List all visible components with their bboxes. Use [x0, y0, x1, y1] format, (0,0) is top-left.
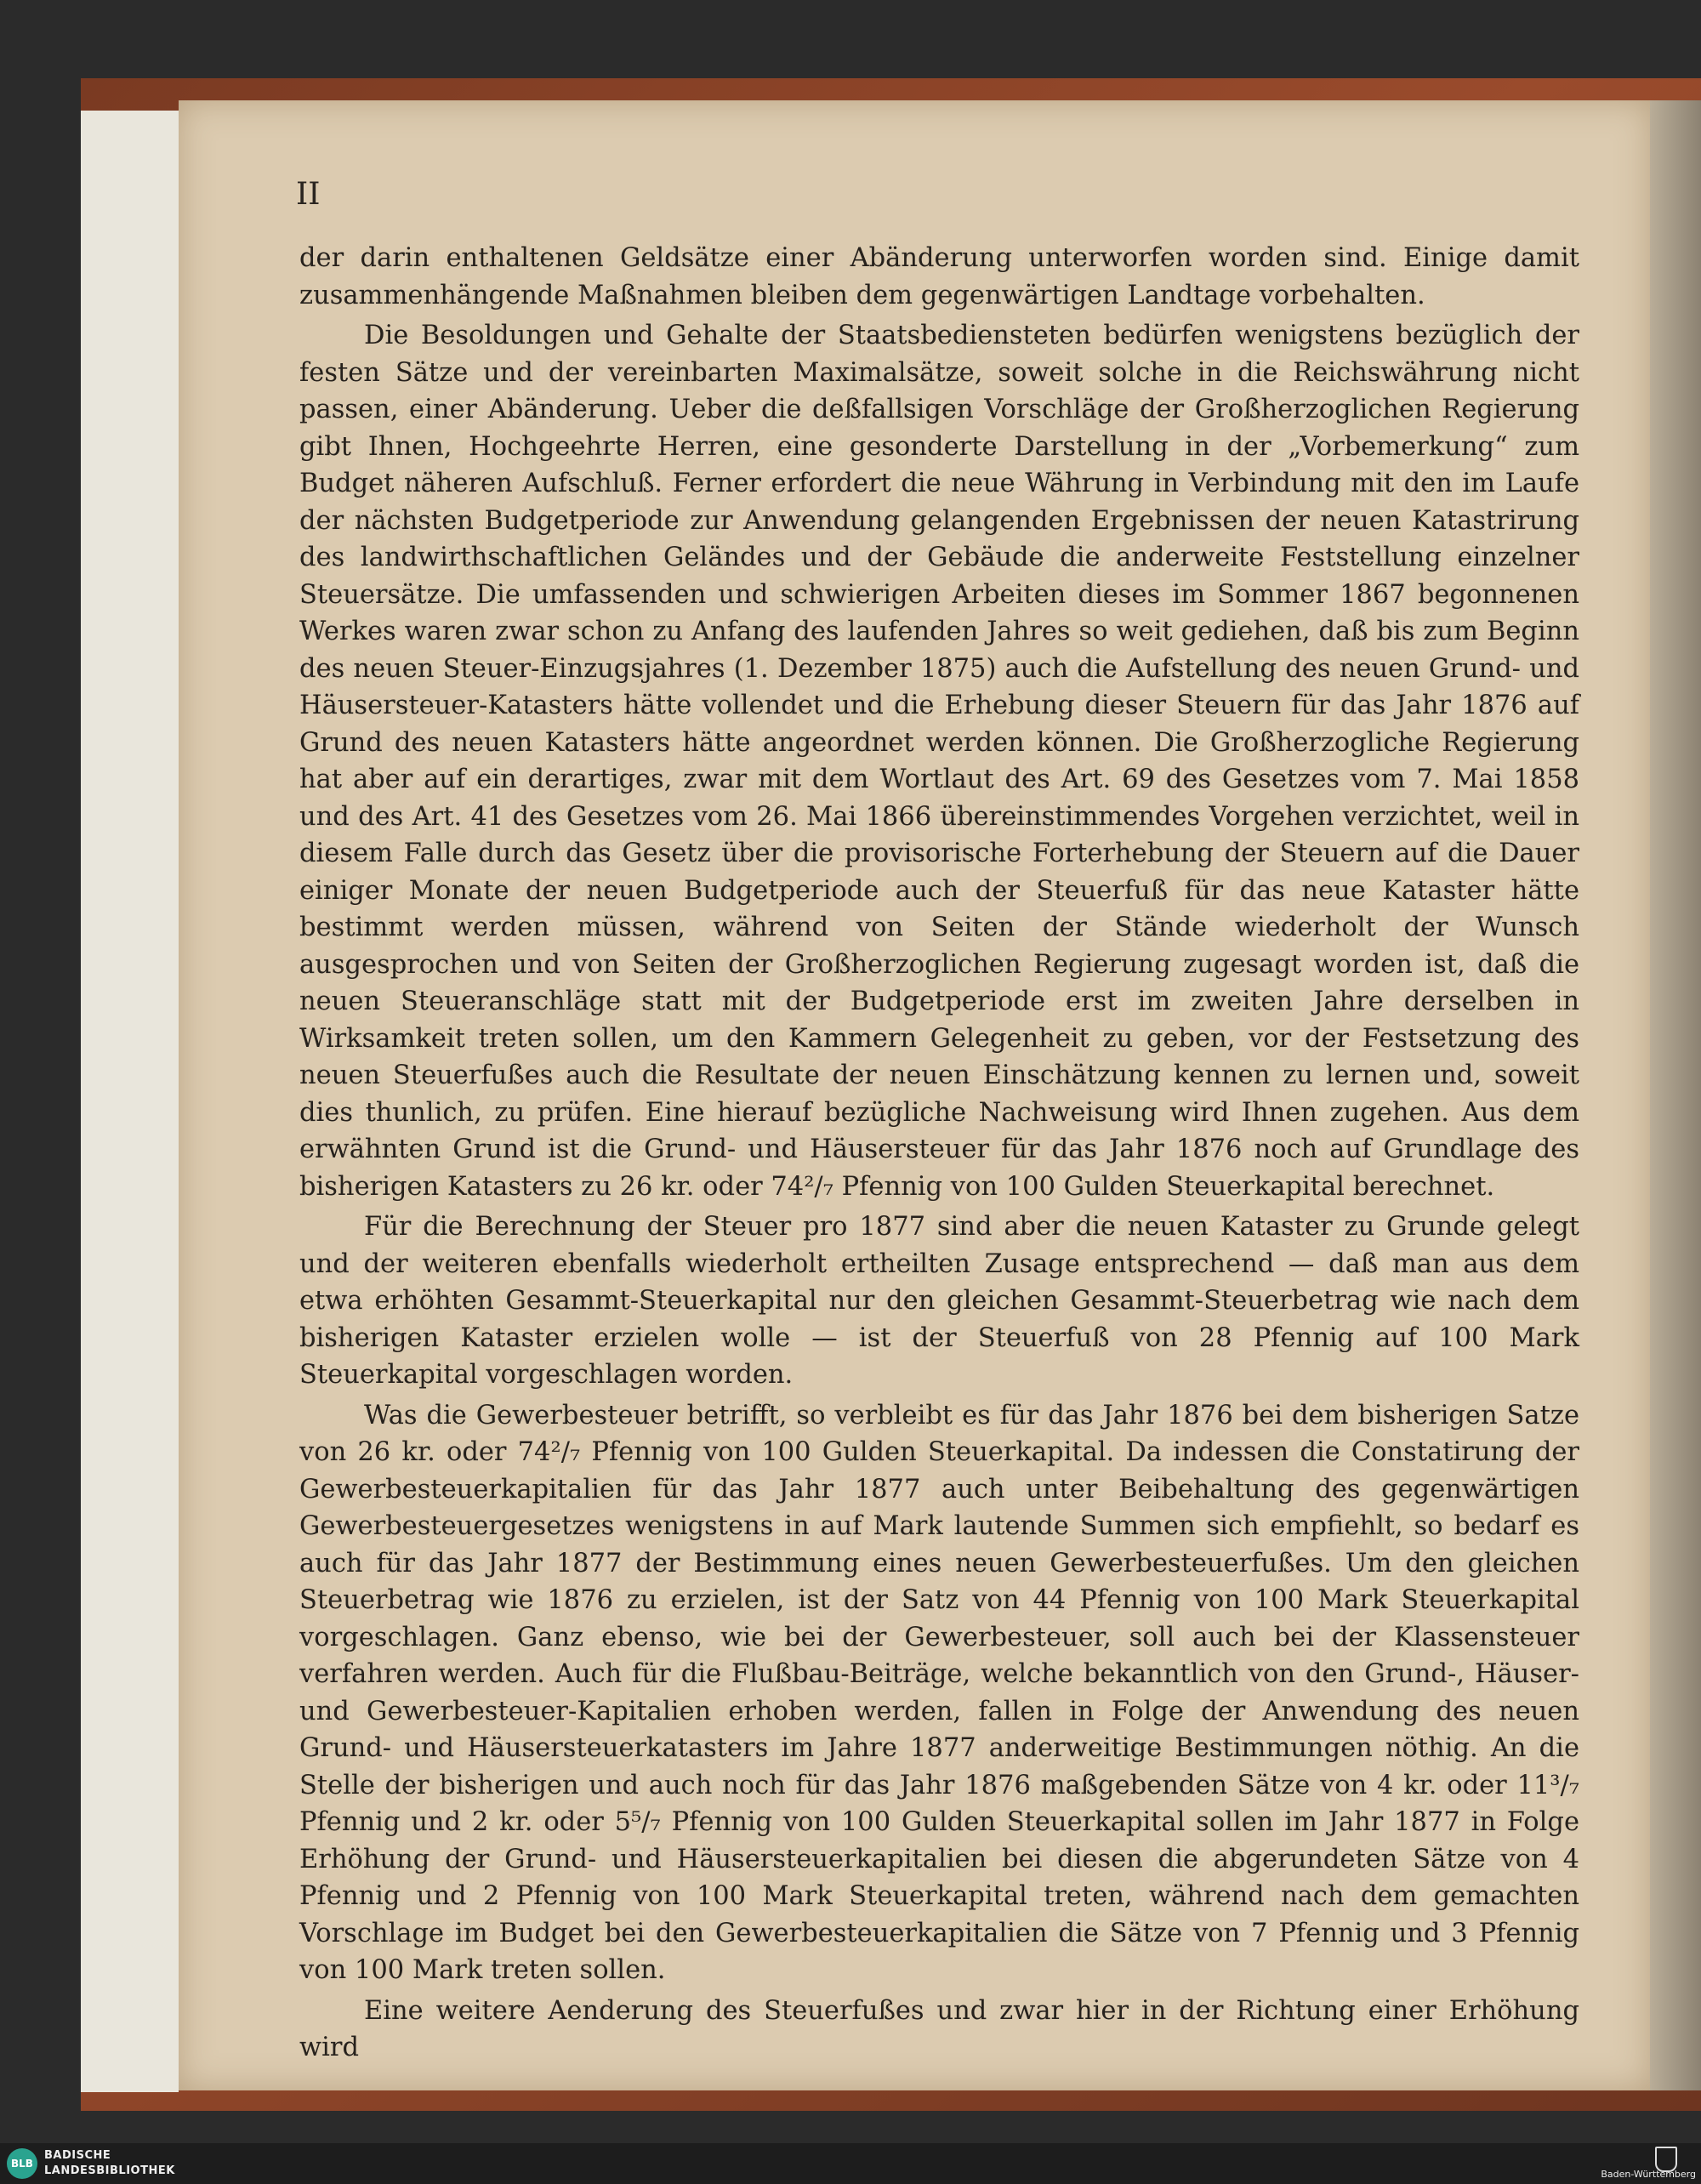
facing-page-edge — [1650, 100, 1701, 2090]
library-name[interactable] — [44, 2148, 175, 2179]
region-label: Baden-Württemberg — [1601, 2169, 1696, 2180]
library-name-line1: BADISCHE — [44, 2149, 111, 2162]
paragraph: Was die Gewerbesteuer betrifft, so verbleibt es für das Jahr 1876 bei dem bisherigen Satze von 26 kr. oder 74²/₇ Pfennig von 100 Gulden Steuerkapital. Da indessen die Constatirung der Gewerbesteuerkapitalien für das Jahr 1877 auch unter Beibehaltung des gegenwärtigen Gewerbesteuergesetzes wenigstens in auf Mark lautende Summen sich empfiehlt, so bedarf es auch für das Jahr 1877 der Bestimmung eines neuen Gewerbesteuerfußes. Um den gleichen Steuerbetrag wie 1876 zu erzielen, ist der Satz von 44 Pfennig von 100 Mark Steuerkapital vorgeschlagen. Ganz ebenso, wie bei der Gewerbesteuer, soll auch bei der Klassensteuer verfahren werden. Auch für die Flußbau-Beiträge, welche bekanntlich von den Grund-, Häuser- und Gewerbesteuer-Kapitalien erhoben werden, fallen in Folge der Anwendung des neuen Grund- und Häusersteuerkatasters im Jahre 1877 anderweitige Bestimmungen nöthig. An die Stelle der bisherigen und auch noch für das Jahr 1876 maßgebenden Sätze von 4 kr. oder 11³/₇ Pfennig und 2 kr. oder 5⁵/₇ Pfennig von 100 Gulden Steuerkapital sollen im Jahr 1877 in Folge Erhöhung der Grund- und Häusersteuerkapitalien bei diesen die abgerundeten Sätze von 4 Pfennig und 2 Pfennig von 100 Mark Steuerkapital treten, während nach dem gemachten Vorschlage im Budget bei den Gewerbesteuerkapitalien die Sätze von 7 Pfennig und 3 Pfennig von 100 Mark treten sollen. — [299, 1400, 1579, 1985]
page-body-text — [299, 240, 1579, 2070]
blb-logo-icon[interactable]: BLB — [7, 2148, 37, 2179]
library-name-line2: LANDESBIBLIOTHEK — [44, 2164, 175, 2177]
paragraph: Für die Berechnung der Steuer pro 1877 sind aber die neuen Kataster zu Grunde gelegt und der weiteren ebenfalls wiederholt ertheilten Zusage entsprechend — daß man aus dem etwa erhöhten Gesammt-Steuerkapital nur den gleichen Gesammt-Steuerbetrag wie nach dem bisherigen Kataster erzielen wolle — ist der Steuerfuß von 28 Pfennig auf 100 Mark Steuerkapital vorgeschlagen worden. — [299, 1212, 1579, 1390]
flyleaf — [81, 111, 179, 2092]
page-number: II — [296, 177, 321, 212]
footer-bar — [0, 2143, 1701, 2184]
paragraph: der darin enthaltenen Geldsätze einer Abänderung unterworfen worden sind. Einige damit zusammenhängende Maßnahmen bleiben dem gegenwärtigen Landtage vorbehalten. — [299, 243, 1579, 310]
paragraph: Eine weitere Aenderung des Steuerfußes und zwar hier in der Richtung einer Erhöhung wird — [299, 1995, 1579, 2062]
paragraph: Die Besoldungen und Gehalte der Staatsbediensteten bedürfen wenigstens bezüglich der festen Sätze und der vereinbarten Maximalsätze, soweit solche in die Reichswährung nicht passen, einer Abänderung. Ueber die deßfallsigen Vorschläge der Großherzoglichen Regierung gibt Ihnen, Hochgeehrte Herren, eine gesonderte Darstellung in der „Vorbemerkung“ zum Budget näheren Aufschluß. Ferner erfordert die neue Währung in Verbindung mit den im Laufe der nächsten Budgetperiode zur Anwendung gelangenden Ergebnissen der neuen Katastrirung des landwirthschaftlichen Geländes und der Gebäude die anderweite Feststellung einzelner Steuersätze. Die umfassenden und schwierigen Arbeiten dieses im Sommer 1867 begonnenen Werkes waren zwar schon zu Anfang des laufenden Jahres so weit gediehen, daß bis zum Beginn des neuen Steuer-Einzugsjahres (1. Dezember 1875) auch die Aufstellung des neuen Grund- und Häusersteuer-Katasters hätte vollendet und die Erhebung dieser Steuern für das Jahr 1876 auf Grund des neuen Katasters hätte angeordnet werden können. Die Großherzogliche Regierung hat aber auf ein derartiges, zwar mit dem Wortlaut des Art. 69 des Gesetzes vom 7. Mai 1858 und des Art. 41 des Gesetzes vom 26. Mai 1866 übereinstimmendes Vorgehen verzichtet, weil in diesem Falle durch das Gesetz über die provisorische Forterhebung der Steuern auf die Dauer einiger Monate der neuen Budgetperiode auch der Steuerfuß für das neue Kataster hätte bestimmt werden müssen, während von Seiten der Stände wiederholt der Wunsch ausgesprochen und von Seiten der Großherzoglichen Regierung zugesagt worden ist, daß die neuen Steueranschläge statt mit der Budgetperiode erst im zweiten Jahre derselben in Wirksamkeit treten sollen, um den Kammern Gelegenheit zu geben, vor der Festsetzung des neuen Steuerfußes auch die Resultate der neuen Einschätzung kennen zu lernen und, soweit dies thunlich, zu prüfen. Eine hierauf bezügliche Nachweisung wird Ihnen zugehen. Aus dem erwähnten Grund ist die Grund- und Häusersteuer für das Jahr 1876 noch auf Grundlage des bisherigen Katasters zu 26 kr. oder 74²/₇ Pfennig von 100 Gulden Steuerkapital berechnet. — [299, 321, 1579, 1202]
